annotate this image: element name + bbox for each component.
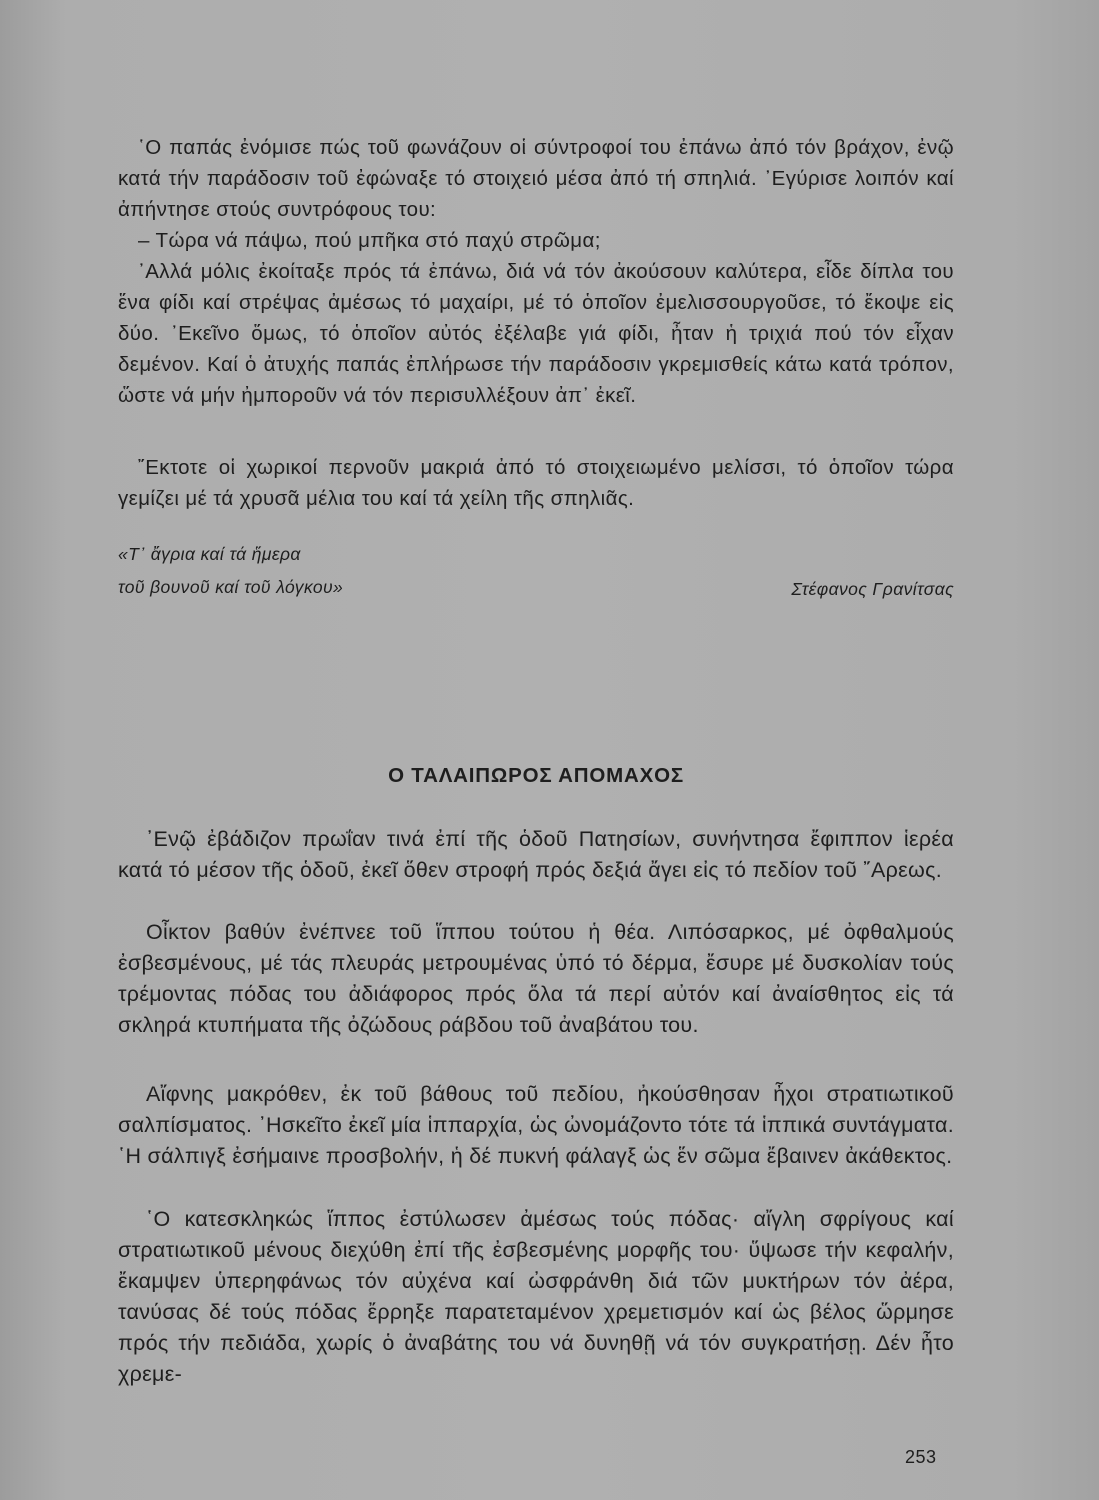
page-number: 253 — [905, 1447, 937, 1467]
source-title-line-2: τοῦ βουνοῦ καί τοῦ λόγκου» — [118, 577, 344, 597]
story1-dialogue-line: – Τώρα νά πάψω, πού μπῆκα στό παχύ στρῶμα; — [138, 229, 601, 252]
story2-paragraph-1: ᾿Ενῷ ἐβάδιζον πρωΐαν τινά ἐπί τῆς ὁδοῦ Πατησίων, συνήντησα ἔφιππον ἱερέα κατά τό μέσον τῆς ὁδοῦ, ἐκεῖ ὅθεν στροφή πρός δεξιά ἄγει εἰς τό πεδίον τοῦ ῎Αρεως. — [118, 827, 954, 882]
story1-paragraph-2: ᾿Αλλά μόλις ἐκοίταξε πρός τά ἐπάνω, διά νά τόν ἀκούσουν καλύτερα, εἶδε δίπλα του ἕνα φίδι καί στρέψας ἀμέσως τό μαχαίρι, μέ τό ὁποῖον ἐμελισσουργοῦσε, τό ἔκοψε εἰς δύο. ᾿Εκεῖνο ὅμως, τό ὁποῖον αὐτός ἐξέλαβε γιά φίδι, ἦταν ἡ τριχιά πού τόν εἶχαν δεμένον. Καί ὁ ἀτυχής παπάς ἐπλήρωσε τήν παράδοσιν γκρεμισθείς κάτω κατά τρόπον, ὥστε νά μήν ἠμποροῦν νά τόν περισυλλέξουν ἀπ᾿ ἐκεῖ. — [118, 260, 954, 407]
story2-paragraph-2: Οἶκτον βαθύν ἐνέπνεε τοῦ ἵππου τούτου ἡ θέα. Λιπόσαρκος, μέ ὀφθαλμούς ἐσβεσμένους, μέ τάς πλευράς μετρουμένας ὑπό τό δέρμα, ἔσυρε μέ δυσκολίαν τούς τρέμοντας πόδας του ἀδιάφορος πρός ὅλα τά περί αὐτόν καί ἀναίσθητος εἰς τά σκληρά κτυπήματα τῆς ὀζώδους ράβδου τοῦ ἀναβάτου του. — [118, 920, 954, 1037]
author-name: Στέφανος Γρανίτσας — [791, 579, 954, 599]
story1-paragraph-1: ῾Ο παπάς ἐνόμισε πώς τοῦ φωνάζουν οἱ σύντροφοί του ἐπάνω ἀπό τόν βράχον, ἐνῷ κατά τήν παράδοσιν τοῦ ἐφώναξε τό στοιχειό μέσα ἀπό τή σπηλιά. ᾿Εγύρισε λοιπόν καί ἀπήντησε στούς συντρόφους του: — [118, 136, 954, 221]
story2-paragraph-4: ῾Ο κατεσκληκώς ἵππος ἐστύλωσεν ἀμέσως τούς πόδας· αἴγλη σφρίγους καί στρατιωτικοῦ μένους διεχύθη ἐπί τῆς ἐσβεσμένης μορφῆς του· ὕψωσε τήν κεφαλήν, ἔκαμψεν ὑπερηφάνως τόν αὐχένα καί ὠσφράνθη διά τῶν μυκτήρων τόν ἀέρα, τανύσας δέ τούς πόδας ἔρρηξε παρατεταμένον χρεμετισμόν καί ὡς βέλος ὥρμησε πρός τήν πεδιάδα, χωρίς ὁ ἀναβάτης του νά δυνηθῇ νά τόν συγκρατήσῃ. Δέν ἦτο χρεμε- — [118, 1207, 954, 1386]
source-attribution — [118, 544, 954, 614]
story1-paragraph-3: ῎Εκτοτε οἱ χωρικοί περνοῦν μακριά ἀπό τό στοιχειωμένο μελίσσι, τό ὁποῖον τώρα γεμίζει μέ τά χρυσᾶ μέλια του καί τά χείλη τῆς σπηλιᾶς. — [118, 456, 954, 510]
story2-paragraph-3: Αἴφνης μακρόθεν, ἐκ τοῦ βάθους τοῦ πεδίου, ἠκούσθησαν ἦχοι στρατιωτικοῦ σαλπίσματος. ᾿Ησκεῖτο ἐκεῖ μία ἱππαρχία, ὡς ὠνομάζοντο τότε τά ἱππικά συντάγματα. ῾Η σάλπιγξ ἐσήμαινε προσβολήν, ἡ δέ πυκνή φάλαγξ ὡς ἕν σῶμα ἔβαινεν ἀκάθεκτος. — [118, 1082, 954, 1168]
story2-title: Ο ΤΑΛΑΙΠΩΡΟΣ ΑΠΟΜΑΧΟΣ — [388, 764, 684, 787]
source-title-line-1: «Τ᾿ ἄγρια καί τά ἥμερα — [118, 544, 301, 564]
